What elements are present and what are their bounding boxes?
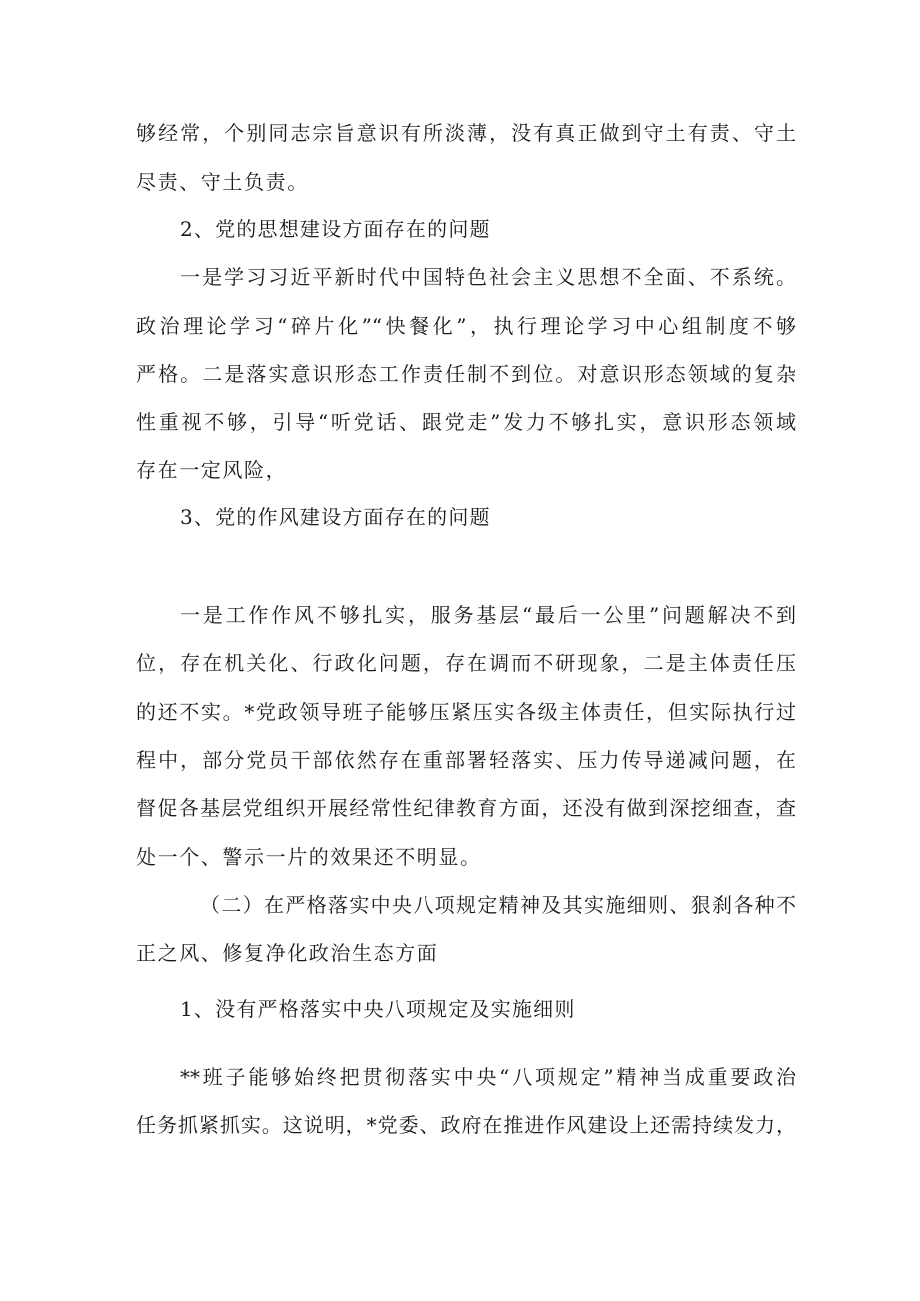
paragraph-line: 督促各基层党组织开展经常性纪律教育方面，还没有做到深挖细查，查 bbox=[136, 796, 796, 820]
paragraph-line: **班子能够始终把贯彻落实中央“八项规定”精神当成重要政治 bbox=[180, 1065, 796, 1089]
paragraph-line: 任务抓紧抓实。这说明，*党委、政府在推进作风建设上还需持续发力， bbox=[136, 1113, 796, 1137]
section-heading: 3、党的作风建设方面存在的问题 bbox=[180, 505, 491, 529]
paragraph-line: 位，存在机关化、行政化问题，存在调而不研现象，二是主体责任压 bbox=[136, 651, 796, 675]
paragraph-line: 一是工作作风不够扎实，服务基层“最后一公里”问题解决不到 bbox=[180, 603, 796, 627]
paragraph-line: 处一个、警示一片的效果还不明显。 bbox=[136, 845, 482, 869]
paragraph-line: 程中，部分党员干部依然存在重部署轻落实、压力传导递减问题，在 bbox=[136, 748, 796, 772]
paragraph-line: 存在一定风险， bbox=[136, 458, 288, 482]
paragraph-line: 的还不实。*党政领导班子能够压紧压实各级主体责任，但实际执行过 bbox=[136, 700, 796, 724]
section-heading: 1、没有严格落实中央八项规定及实施细则 bbox=[180, 997, 576, 1021]
subsection-heading: 正之风、修复净化政治生态方面 bbox=[136, 941, 439, 965]
subsection-heading: （二）在严格落实中央八项规定精神及其实施细则、狠刹各种不 bbox=[200, 893, 796, 917]
paragraph-line: 够经常，个别同志宗旨意识有所淡薄，没有真正做到守土有责、守土 bbox=[136, 121, 796, 145]
paragraph-line: 严格。二是落实意识形态工作责任制不到位。对意识形态领域的复杂 bbox=[136, 362, 796, 386]
paragraph-line: 一是学习习近平新时代中国特色社会主义思想不全面、不系统。 bbox=[180, 265, 796, 289]
section-heading: 2、党的思想建设方面存在的问题 bbox=[180, 217, 491, 241]
paragraph-line: 尽责、守土负责。 bbox=[136, 170, 309, 194]
paragraph-line: 性重视不够，引导“听党话、跟党走”发力不够扎实，意识形态领域 bbox=[136, 410, 796, 434]
paragraph-line: 政治理论学习“碎片化”“快餐化”，执行理论学习中心组制度不够 bbox=[136, 314, 796, 338]
